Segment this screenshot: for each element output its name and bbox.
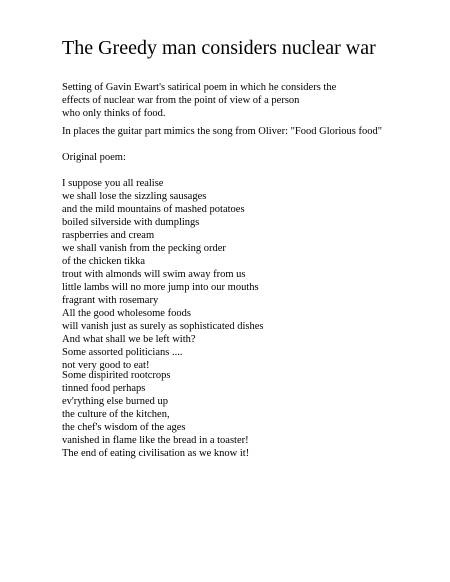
poem-line: I suppose you all realise	[62, 178, 164, 189]
poem-line: little lambs will no more jump into our mouths	[62, 282, 259, 293]
guitar-note	[62, 125, 382, 138]
intro-line: effects of nuclear war from the point of view of a person	[62, 95, 300, 106]
original-label: Original poem:	[62, 152, 126, 163]
poem-line: and the mild mountains of mashed potatoes	[62, 204, 245, 215]
poem-line: boiled silverside with dumplings	[62, 217, 200, 228]
intro-paragraph	[62, 81, 336, 120]
poem-line: ev'rything else burned up	[62, 396, 168, 407]
poem-line: not very good to eat!	[62, 360, 150, 371]
poem-line: Some dispirited rootcrops	[62, 370, 171, 381]
intro-line: Setting of Gavin Ewart's satirical poem in which he considers the	[62, 82, 337, 93]
original-poem-heading	[62, 151, 126, 164]
poem-line: will vanish just as surely as sophisticated dishes	[62, 321, 264, 332]
poem-line: of the chicken tikka	[62, 256, 146, 267]
poem-line: the chef's wisdom of the ages	[62, 422, 186, 433]
poem-stanza-1	[62, 177, 264, 372]
poem-line: And what shall we be left with?	[62, 334, 196, 345]
intro-line: who only thinks of food.	[62, 108, 166, 119]
poem-line: the culture of the kitchen,	[62, 409, 170, 420]
poem-line: Some assorted politicians ....	[62, 347, 183, 358]
poem-line: we shall lose the sizzling sausages	[62, 191, 207, 202]
note-line: In places the guitar part mimics the song from Oliver: "Food Glorious food"	[62, 126, 383, 137]
poem-line: The end of eating civilisation as we know it!	[62, 448, 250, 459]
poem-stanza-2	[62, 369, 249, 460]
poem-line: we shall vanish from the pecking order	[62, 243, 226, 254]
poem-line: vanished in flame like the bread in a toaster!	[62, 435, 249, 446]
poem-line: raspberries and cream	[62, 230, 155, 241]
poem-line: tinned food perhaps	[62, 383, 146, 394]
poem-line: All the good wholesome foods	[62, 308, 191, 319]
poem-line: trout with almonds will swim away from us	[62, 269, 246, 280]
page-title: The Greedy man considers nuclear war	[62, 37, 376, 59]
poem-line: fragrant with rosemary	[62, 295, 159, 306]
